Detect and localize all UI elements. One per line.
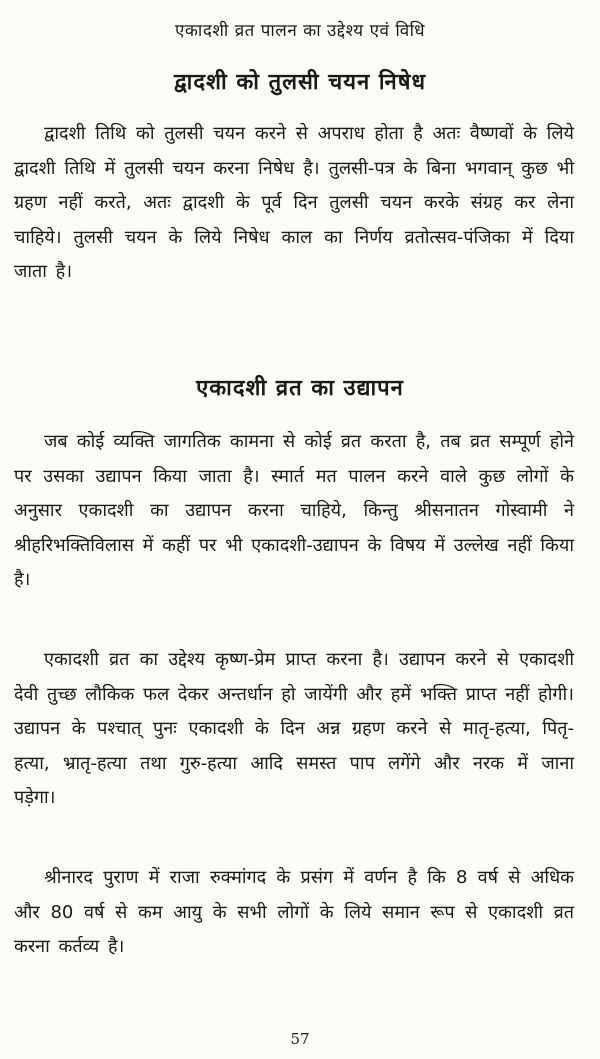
paragraph-tulsi: द्वादशी तिथि को तुलसी चयन करने से अपराध होता है अतः वैष्णवों के लिये द्वादशी तिथि में तुलसी चयन करना निषेध है। तुलसी-पत्र के बिना भगवान् कुछ भी ग्रहण नहीं करते, अतः द्वादशी के पूर्व दिन तुलसी चयन करके संग्रह कर लेना चाहिये। तुलसी चयन के लिये निषेध काल का निर्णय व्रतोत्सव-पंजिका में दिया जाता है।: [14, 123, 574, 282]
paragraph-udyapan-3: श्रीनारद पुराण में राजा रुक्मांगद के प्रसंग में वर्णन है कि 8 वर्ष से अधिक और 80 वर्ष से कम आयु के सभी लोगों के लिये समान रूप से एकादशी व्रत करना कर्तव्य है।: [14, 867, 574, 957]
section-title-tulsi: द्वादशी को तुलसी चयन निषेध: [173, 70, 427, 95]
page-number: 57: [290, 1030, 310, 1048]
running-head: एकादशी व्रत पालन का उद्देश्य एवं विधि: [174, 21, 426, 41]
paragraph-udyapan-2: एकादशी व्रत का उद्देश्य कृष्ण-प्रेम प्राप्त करना है। उद्यापन करने से एकादशी देवी तुच्छ लौकिक फल देकर अन्तर्धान हो जायेंगी और हमें भक्ति प्राप्त नहीं होगी। उद्यापन के पश्चात् पुनः एकादशी के दिन अन्न ग्रहण करने से मातृ-हत्या, पितृ-हत्या, भ्रातृ-हत्या तथा गुरु-हत्या आदि समस्त पाप लगेंगे और नरक में जाना पड़ेगा।: [14, 649, 574, 808]
paragraph-udyapan-1: जब कोई व्यक्ति जागतिक कामना से कोई व्रत करता है, तब व्रत सम्पूर्ण होने पर उसका उद्यापन किया जाता है। स्मार्त मत पालन करने वाले कुछ लोगों के अनुसार एकादशी का उद्यापन करना चाहिये, किन्तु श्रीसनातन गोस्वामी ने श्रीहरिभक्तिविलास में कहीं पर भी एकादशी-उद्यापन के विषय में उल्लेख नहीं किया है।: [14, 431, 574, 590]
section-title-udyapan: एकादशी व्रत का उद्यापन: [196, 376, 404, 401]
